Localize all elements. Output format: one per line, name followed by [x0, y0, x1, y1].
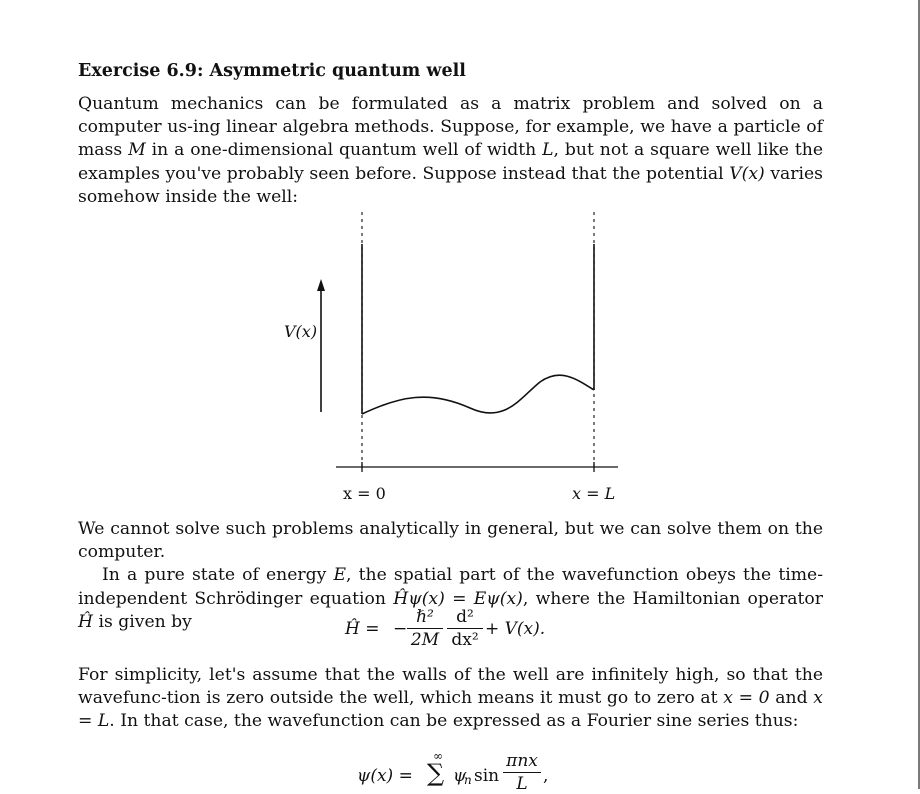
- eq1-minus: −: [393, 619, 408, 639]
- eq1-den1: 2M: [410, 630, 440, 650]
- exercise-title: Exercise 6.9: Asymmetric quantum well: [78, 61, 466, 81]
- p1-potential-symbol: V(x): [729, 163, 765, 184]
- p3-text-1: For simplicity, let's assume that the walls of the well are infinitely high, so that the wavefunc-tion is zero outside the well, which means it must go to zero at: [78, 665, 823, 709]
- potential-curve: [362, 375, 594, 414]
- p3-condition-1: x = 0: [723, 688, 770, 709]
- tick-label-left: x = 0: [343, 484, 386, 503]
- eq2-lhs: ψ(x) =: [357, 766, 413, 786]
- eq1-den2: dx²: [451, 630, 479, 650]
- eq2-sum-symbol: ∑: [427, 759, 445, 787]
- y-axis-label: V(x): [284, 322, 318, 341]
- p2-hamiltonian-symbol: Ĥ: [78, 611, 93, 632]
- p2-text-4: is given by: [93, 611, 192, 632]
- p2-line-1: We cannot solve such problems analytically in general, but we can solve them on the computer.: [78, 519, 823, 563]
- eq2-term-sub: n: [464, 773, 472, 787]
- p2-text-3: , where the Hamiltonian operator: [522, 588, 823, 609]
- p1-width-symbol: L: [542, 140, 554, 161]
- paragraph-boundary: [78, 664, 823, 734]
- y-axis-arrowhead: [317, 279, 325, 291]
- eq2-sin: sin: [474, 766, 500, 786]
- eq2-term: ψ: [453, 766, 467, 786]
- p2-energy-symbol: E: [333, 565, 347, 586]
- p2-text-2: , the spatial part of the wavefunction obeys the time-independent Schrödinger equation: [78, 565, 824, 609]
- p3-condition-2: x = L: [78, 688, 823, 732]
- p2-text-1: In a pure state of energy: [102, 565, 334, 586]
- eq2-num: πnx: [506, 751, 538, 771]
- eq2-comma: ,: [543, 766, 549, 786]
- p1-text-1: Quantum mechanics can be formulated as a matrix problem and solved on a computer us-ing linear algebra methods. Suppose, for example, we have a particle of mass: [78, 94, 823, 161]
- eq1-tail: + V(x).: [485, 619, 546, 639]
- p3-text-2: and: [769, 688, 814, 709]
- tick-label-right: x = L: [572, 484, 616, 503]
- eq1-num2: d²: [456, 607, 474, 627]
- eq1-num1: ℏ²: [416, 607, 434, 627]
- p1-mass-symbol: M: [128, 140, 146, 161]
- p2-inline-equation: Ĥψ(x) = Eψ(x): [393, 588, 523, 609]
- p1-text-2: in a one-dimensional quantum well of width: [145, 140, 543, 161]
- eq1-fraction-derivative: [447, 607, 483, 650]
- eq2-fraction: [503, 751, 541, 794]
- eq1-lhs: Ĥ =: [345, 619, 380, 639]
- eq2-sum-upper: ∞: [433, 749, 443, 763]
- eq1-fraction-hbar: [407, 607, 443, 650]
- eq2-den: L: [516, 774, 528, 794]
- p3-text-3: . In that case, the wavefunction can be expressed as a Fourier sine series thus:: [109, 711, 799, 732]
- p1-text-4: varies somehow inside the well:: [78, 163, 823, 207]
- p1-text-3: , but not a square well like the examples you've probably seen before. Suppose instead that the potential: [78, 140, 824, 184]
